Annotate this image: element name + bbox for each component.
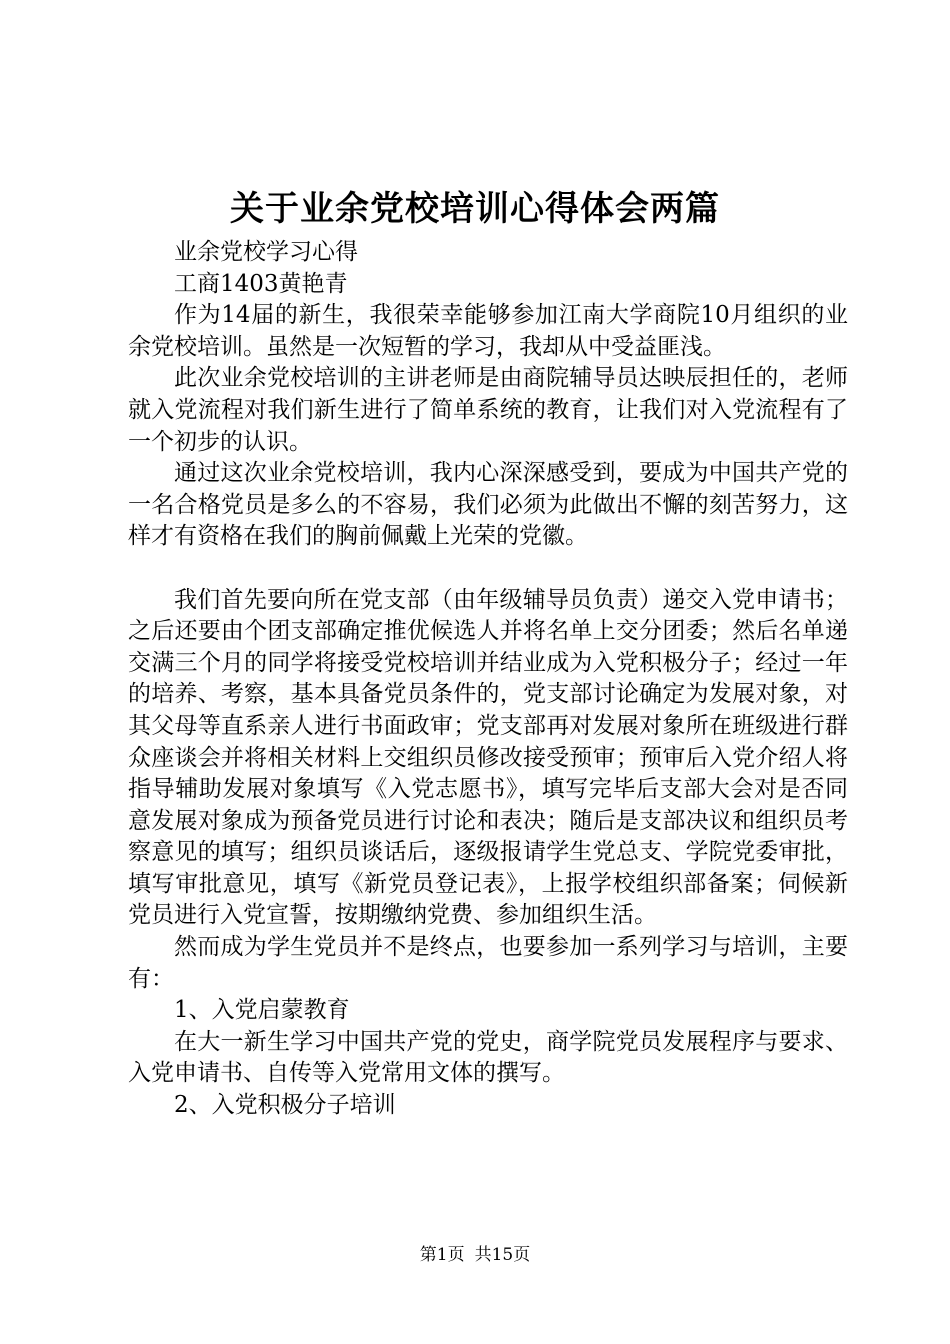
document-title: 关于业余党校培训心得体会两篇 [230, 189, 720, 229]
paragraph-heading: 2、入党积极分子培训 [174, 1092, 396, 1119]
paragraph: 通过这次业余党校培训，我内心深深感受到，要成为中国共产党的一名合格党员是多么的不容易，我们必须为此做出不懈的刻苦努力，这样才有资格在我们的胸前佩戴上光荣的党徽。 [128, 460, 848, 550]
paragraph-author: 工商1403黄艳青 [174, 270, 348, 297]
paragraph-heading: 1、入党启蒙教育 [174, 997, 350, 1024]
paragraph: 然而成为学生党员并不是终点，也要参加一系列学习与培训，主要有： [128, 934, 848, 992]
paragraph: 在大一新生学习中国共产党的党史，商学院党员发展程序与要求、入党申请书、自传等入党常用文体的撰写。 [128, 1028, 848, 1087]
paragraph-gap [128, 553, 848, 585]
document-body [128, 237, 848, 1122]
paragraph: 此次业余党校培训的主讲老师是由商院辅导员达映辰担任的，老师就入党流程对我们新生进行了简单系统的教育，让我们对入党流程有了一个初步的认识。 [128, 365, 848, 455]
page-footer [0, 1244, 950, 1266]
paragraph-subtitle: 业余党校学习心得 [174, 239, 358, 265]
page-total: 共15页 [474, 1245, 531, 1265]
paragraph: 作为14届的新生，我很荣幸能够参加江南大学商院10月组织的业余党校培训。虽然是一次短暂的学习，我却从中受益匪浅。 [128, 302, 848, 360]
page-number: 第1页 [419, 1245, 465, 1265]
paragraph: 我们首先要向所在党支部（由年级辅导员负责）递交入党申请书；之后还要由个团支部确定推优候选人并将名单上交分团委；然后名单递交满三个月的同学将接受党校培训并结业成为入党积极分子；经过一年的培养、考察，基本具备党员条件的，党支部讨论确定为发展对象，对其父母等直系亲人进行书面政审；党支部再对发展对象所在班级进行群众座谈会并将相关材料上交组织员修改接受预审；预审后入党介绍人将指导辅助发展对象填写《入党志愿书》，填写完毕后支部大会对是否同意发展对象成为预备党员进行讨论和表决；随后是支部决议和组织员考察意见的填写；组织员谈话后，逐级报请学生党总支、学院党委审批，填写审批意见，填写《新党员登记表》，上报学校组织部备案；伺候新党员进行入党宣誓，按期缴纳党费、参加组织生活。 [128, 586, 848, 929]
